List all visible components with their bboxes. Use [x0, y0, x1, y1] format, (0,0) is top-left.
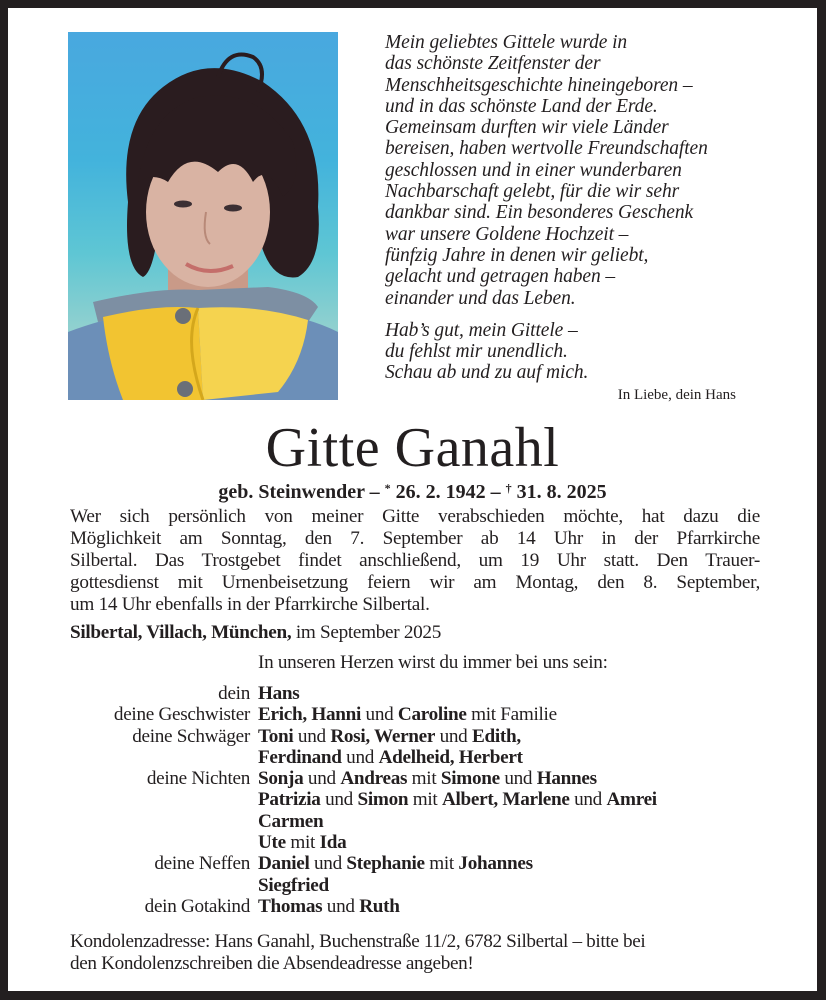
connector-text: mit Familie	[466, 704, 557, 726]
mourner-name: Carmen	[258, 810, 324, 832]
poem-line: Menschheitsgeschichte hineingeboren –	[385, 74, 693, 96]
condolence-line: Kondolenzadresse: Hans Ganahl, Buchenstraße 11/2, 6782 Silbertal – bitte bei	[70, 931, 646, 952]
mourner-names	[258, 683, 299, 704]
poem-stanza-1	[385, 32, 785, 309]
mourner-names	[258, 896, 400, 917]
mourner-names	[258, 875, 329, 896]
mourner-name: Toni	[258, 725, 294, 747]
info-line: Silbertal. Das Trostgebet findet anschließend, um 19 Uhr statt. Den Trauer-	[70, 550, 760, 571]
place-month: im September 2025	[291, 622, 442, 643]
connector-text: und	[320, 789, 358, 811]
poem-line: Hab’s gut, mein Gittele –	[385, 319, 578, 341]
info-line: um 14 Uhr ebenfalls in der Pfarrkirche Silbertal.	[70, 594, 430, 615]
stanza-gap	[385, 309, 785, 320]
mourner-row	[8, 789, 817, 810]
mourner-name: Thomas	[258, 895, 323, 917]
connector-text: und	[309, 853, 347, 875]
birth-date: 26. 2. 1942 –	[395, 481, 501, 503]
mourner-row	[8, 832, 817, 853]
place-date	[70, 622, 441, 644]
mourner-name: Adelheid, Herbert	[378, 746, 523, 768]
connector-text: und	[303, 768, 341, 790]
relation-label: deine Nichten	[146, 768, 250, 790]
death-cross-icon: †	[505, 481, 512, 495]
life-dates	[8, 476, 817, 504]
poem-signature: In Liebe, dein Hans	[617, 387, 736, 403]
connector-text: und	[341, 746, 379, 768]
poem-line: gelacht und getragen haben –	[385, 266, 616, 288]
mourner-name: Hannes	[536, 768, 597, 790]
poem	[385, 32, 785, 384]
relation-label	[8, 811, 258, 832]
mourner-name: Edith,	[471, 725, 521, 747]
poem-line: einander und das Leben.	[385, 287, 576, 309]
connector-text: mit	[407, 768, 441, 790]
relation-label	[8, 747, 258, 768]
deceased-name: Gitte Ganahl	[265, 417, 560, 479]
relation-label	[8, 875, 258, 896]
mourner-name: Ruth	[359, 895, 400, 917]
place-towns: Silbertal, Villach, München,	[70, 622, 292, 643]
connector-text: und	[361, 704, 398, 726]
mourner-name: Hans	[258, 683, 300, 704]
condolence-address	[70, 931, 770, 975]
relation-label: dein Gotakind	[144, 895, 250, 917]
mourner-name: Siegfried	[258, 874, 329, 896]
mourner-name: Simone	[440, 768, 500, 790]
obituary-page	[8, 8, 817, 991]
death-date: 31. 8. 2025	[516, 481, 607, 503]
poem-line: das schönste Zeitfenster der	[385, 53, 601, 75]
mourners-list	[8, 683, 817, 917]
maiden-name: geb. Steinwender –	[218, 481, 380, 503]
connector-text: und	[499, 768, 537, 790]
mourner-row	[8, 704, 817, 725]
mourner-name: Ferdinand	[258, 746, 342, 768]
poem-line: bereisen, haben wertvolle Freundschaften	[385, 138, 708, 160]
poem-line: Nachbarschaft gelebt, für die wir sehr	[385, 181, 680, 203]
mourner-row	[8, 768, 817, 789]
mourner-names	[258, 789, 657, 810]
mourner-row	[8, 811, 817, 832]
mourner-name: Ida	[319, 832, 347, 854]
relation-label: deine Geschwister	[113, 704, 250, 726]
mourner-name: Johannes	[458, 853, 533, 875]
mourner-name: Andreas	[340, 768, 408, 790]
mourner-row	[8, 875, 817, 896]
mourner-name: Caroline	[397, 704, 467, 726]
mourner-names	[258, 768, 597, 789]
connector-text: und	[322, 895, 360, 917]
poem-line: Gemeinsam durften wir viele Länder	[385, 117, 669, 139]
mourner-row	[8, 726, 817, 747]
info-line: Möglichkeit am Sonntag, den 7. September ab 14 Uhr in der Pfarrkirche	[70, 528, 760, 549]
funeral-info	[70, 506, 760, 616]
mourner-names	[258, 853, 533, 874]
connector-text: mit	[408, 789, 442, 811]
poem-line: fünfzig Jahre in denen wir geliebt,	[385, 244, 649, 266]
mourner-name: Amrei	[606, 789, 657, 811]
relation-label: deine Neffen	[154, 853, 250, 875]
mourner-name: Erich, Hanni	[258, 704, 362, 726]
mourner-names	[258, 811, 323, 832]
mourner-name: Rosi, Werner	[330, 725, 436, 747]
connector-text: und	[435, 725, 472, 747]
mourner-name: Stephanie	[346, 853, 425, 875]
poem-line: war unsere Goldene Hochzeit –	[385, 223, 629, 245]
mourner-name: Daniel	[258, 853, 310, 875]
poem-line: Mein geliebtes Gittele wurde in	[385, 32, 628, 53]
mourner-name: Patrizia	[258, 789, 321, 811]
mourner-names	[258, 726, 521, 747]
mourner-row	[8, 853, 817, 874]
birth-star-icon: *	[384, 481, 391, 495]
mourner-names	[258, 704, 557, 725]
connector-text: und	[569, 789, 607, 811]
portrait-illustration	[68, 32, 338, 400]
relation-label	[8, 789, 258, 810]
mourner-names	[258, 747, 523, 768]
mourner-row	[8, 896, 817, 917]
condolence-line: den Kondolenzschreiben die Absendeadresse angeben!	[70, 953, 474, 974]
poem-stanza-2	[385, 320, 785, 384]
connector-text: mit	[285, 832, 320, 854]
poem-line: und in das schönste Land der Erde.	[385, 95, 658, 117]
poem-line: du fehlst mir unendlich.	[385, 341, 568, 363]
relation-label: deine Schwäger	[132, 725, 250, 747]
mourner-row	[8, 747, 817, 768]
mourner-row	[8, 683, 817, 704]
portrait-photo	[68, 32, 338, 400]
mourner-name: Ute	[258, 832, 286, 854]
mourners-intro: In unseren Herzen wirst du immer bei uns sein:	[258, 652, 608, 673]
info-line: gottesdienst mit Urnenbeisetzung feiern wir am Montag, den 8. September,	[70, 572, 760, 593]
mourner-name: Simon	[357, 789, 409, 811]
mourner-names	[258, 832, 346, 853]
info-line: Wer sich persönlich von meiner Gitte verabschieden möchte, hat dazu die	[70, 506, 760, 527]
poem-line: dankbar sind. Ein besonderes Geschenk	[385, 202, 694, 224]
poem-line: geschlossen und in einer wunderbaren	[385, 159, 682, 181]
mourner-name: Albert, Marlene	[441, 789, 570, 811]
relation-label: dein	[218, 683, 250, 704]
relation-label	[8, 832, 258, 853]
mourner-name: Sonja	[258, 768, 304, 790]
poem-line: Schau ab und zu auf mich.	[385, 362, 589, 384]
connector-text: mit	[424, 853, 459, 875]
connector-text: und	[293, 725, 331, 747]
